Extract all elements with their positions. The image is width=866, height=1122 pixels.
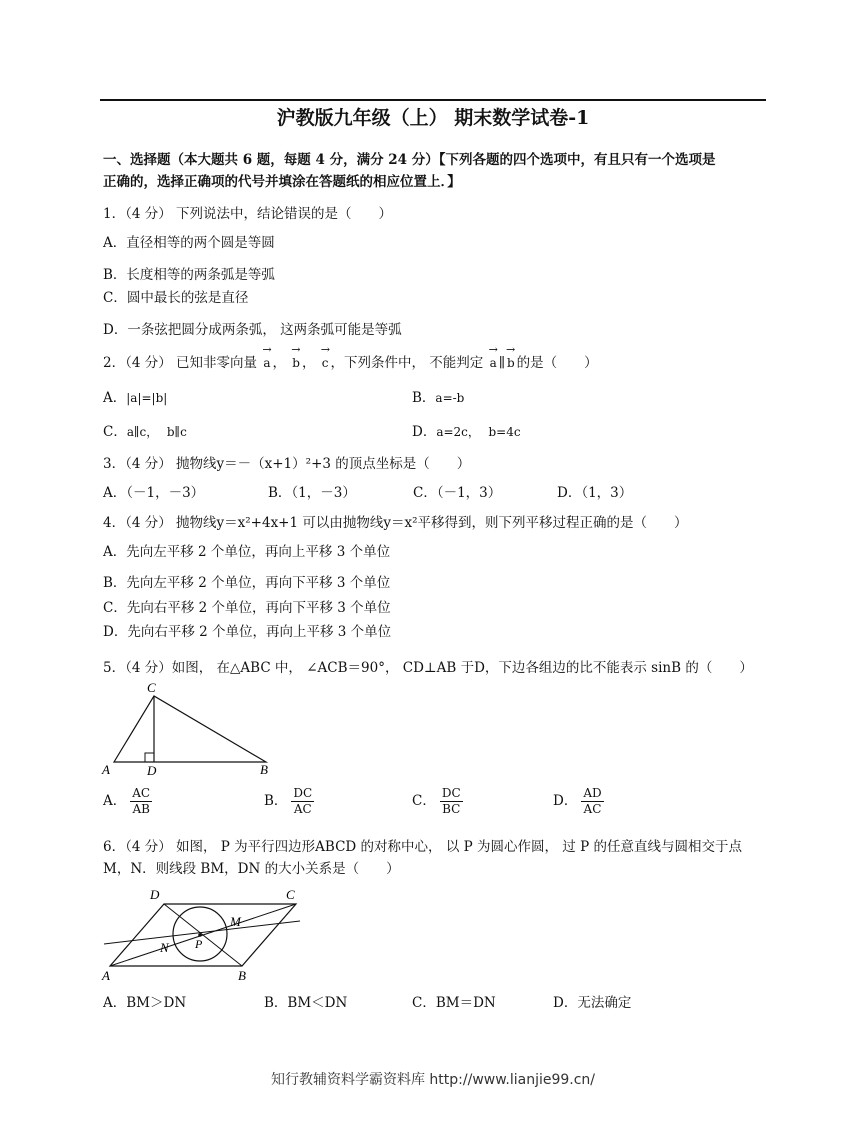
- q5-option-a: A． $\frac{AC}{AB}$: [103, 786, 151, 816]
- triangle-figure: [100, 678, 280, 778]
- q5-a-denominator: AB: [132, 802, 150, 816]
- q1-option-a: A．直径相等的两个圆是等圆: [103, 235, 275, 251]
- q1-stem: 1．（4 分） 下列说法中，结论错误的是（ ）: [103, 206, 393, 222]
- parallel-symbol: ∥: [498, 355, 505, 371]
- fig5-label-c: C: [147, 680, 156, 695]
- fig6-label-p: P: [195, 937, 203, 951]
- fig6-label-c: C: [286, 887, 295, 902]
- vector-a2: → a: [490, 350, 497, 370]
- q1-option-b: B．长度相等的两条弧是等弧: [103, 267, 275, 283]
- vector-b2: → b: [507, 350, 515, 370]
- q3-stem: 3．（4 分） 抛物线y＝－（x+1）²+3 的顶点坐标是（ ）: [103, 456, 471, 472]
- q2-option-c-expr1: a∥c，: [126, 425, 159, 439]
- q5-c-denominator: BC: [442, 802, 461, 816]
- q4-option-a: A．先向左平移 2 个单位，再向上平移 3 个单位: [103, 544, 391, 560]
- q3-option-d: D．（1，3）: [557, 485, 633, 501]
- q4-option-b: B．先向左平移 2 个单位，再向下平移 3 个单位: [103, 575, 391, 591]
- q6-stem-line1: 6．（4 分） 如图， P 为平行四边形ABCD 的对称中心， 以 P 为圆心作圆， 过 P 的任意直线与圆相交于点: [103, 839, 742, 855]
- q5-d-denominator: AC: [583, 802, 602, 816]
- q5-option-d: D． $\frac{AD}{AC}$: [553, 786, 602, 816]
- fig6-label-a: A: [102, 968, 110, 983]
- footer-watermark: 知行教辅资料学霸资料库 http://www.lianjie99.cn/: [270, 1072, 596, 1088]
- q2-option-c-expr2: b∥c: [166, 425, 187, 439]
- q4-option-c: C．先向右平移 2 个单位，再向下平移 3 个单位: [103, 600, 391, 616]
- q2-option-b-expr: a=-b: [435, 391, 465, 405]
- q2-stem: 2．（4 分） 已知非零向量 → a ， → b ， → c ，下列条件中， 不能判定 → a ∥→ b 的是（ ）: [103, 350, 598, 371]
- q1-option-c: C．圆中最长的弦是直径: [103, 290, 249, 306]
- q2-option-d-expr2: b=4c: [488, 425, 521, 439]
- fig5-label-d: D: [147, 763, 157, 778]
- fig6-label-b: B: [238, 968, 246, 983]
- title-rule: [100, 99, 766, 101]
- q2-option-d: D．a=2c， b=4c: [412, 424, 521, 440]
- fig6-label-m: M: [230, 914, 241, 929]
- q2-option-b: B．a=-b: [412, 390, 465, 406]
- q2-mid: ，下列条件中， 不能判定: [330, 355, 484, 371]
- q5-c-numerator: DC: [441, 786, 461, 800]
- vector-c: → c: [322, 350, 329, 370]
- q5-b-numerator: DC: [293, 786, 313, 800]
- q5-stem: 5．（4 分）如图， 在△ABC 中， ∠ACB＝90°， CD⊥AB 于D，下边各组边的比不能表示 sinB 的（ ）: [103, 660, 753, 676]
- q6-stem-line2: M，N．则线段 BM，DN 的大小关系是（ ）: [103, 861, 400, 877]
- section-heading-line1: 一、选择题（本大题共 6 题，每题 4 分，满分 24 分）【下列各题的四个选项中，有且只有一个选项是: [103, 152, 716, 168]
- vector-b: → b: [292, 350, 300, 370]
- fig5-label-a: A: [102, 762, 110, 777]
- q3-option-b: B．（1，－3）: [268, 485, 356, 501]
- q2-suffix: 的是（ ）: [516, 355, 598, 371]
- q3-option-c: C．（－1，3）: [413, 485, 502, 501]
- q1-option-d: D．一条弦把圆分成两条弧， 这两条弧可能是等弧: [103, 322, 402, 338]
- fig6-label-n: N: [160, 940, 169, 955]
- q6-option-a: A．BM＞DN: [103, 995, 187, 1011]
- section-heading-line2: 正确的，选择正确项的代号并填涂在答题纸的相应位置上．】: [103, 174, 461, 190]
- parallelogram-figure: [100, 884, 310, 986]
- q2-option-d-expr1: a=2c，: [436, 425, 480, 439]
- q5-option-c: C． $\frac{DC}{BC}$: [412, 786, 461, 816]
- q2-option-c: C．a∥c， b∥c: [103, 424, 187, 440]
- q2-option-a-expr: |a|=|b|: [126, 391, 168, 405]
- q6-option-c: C．BM＝DN: [412, 995, 496, 1011]
- q6-option-d: D．无法确定: [553, 995, 632, 1011]
- q5-b-denominator: AC: [293, 802, 312, 816]
- q5-a-numerator: AC: [132, 786, 151, 800]
- q5-d-numerator: AD: [583, 786, 602, 800]
- q4-option-d: D．先向右平移 2 个单位，再向上平移 3 个单位: [103, 624, 392, 640]
- q3-option-a: A．（－1，－3）: [103, 485, 205, 501]
- fig5-label-b: B: [260, 762, 268, 777]
- fig6-label-d: D: [150, 887, 160, 902]
- page-title: 沪教版九年级（上） 期末数学试卷-1: [276, 107, 590, 129]
- q4-stem: 4．（4 分） 抛物线y＝x²+4x+1 可以由抛物线y＝x²平移得到，则下列平移过程正确的是（ ）: [103, 515, 688, 531]
- vector-a: → a: [263, 350, 270, 370]
- q6-option-b: B．BM＜DN: [264, 995, 348, 1011]
- q5-option-b: B． $\frac{DC}{AC}$: [264, 786, 313, 816]
- q2-option-a: A．|a|=|b|: [103, 390, 168, 406]
- q2-prefix: 2．（4 分） 已知非零向量: [103, 355, 258, 371]
